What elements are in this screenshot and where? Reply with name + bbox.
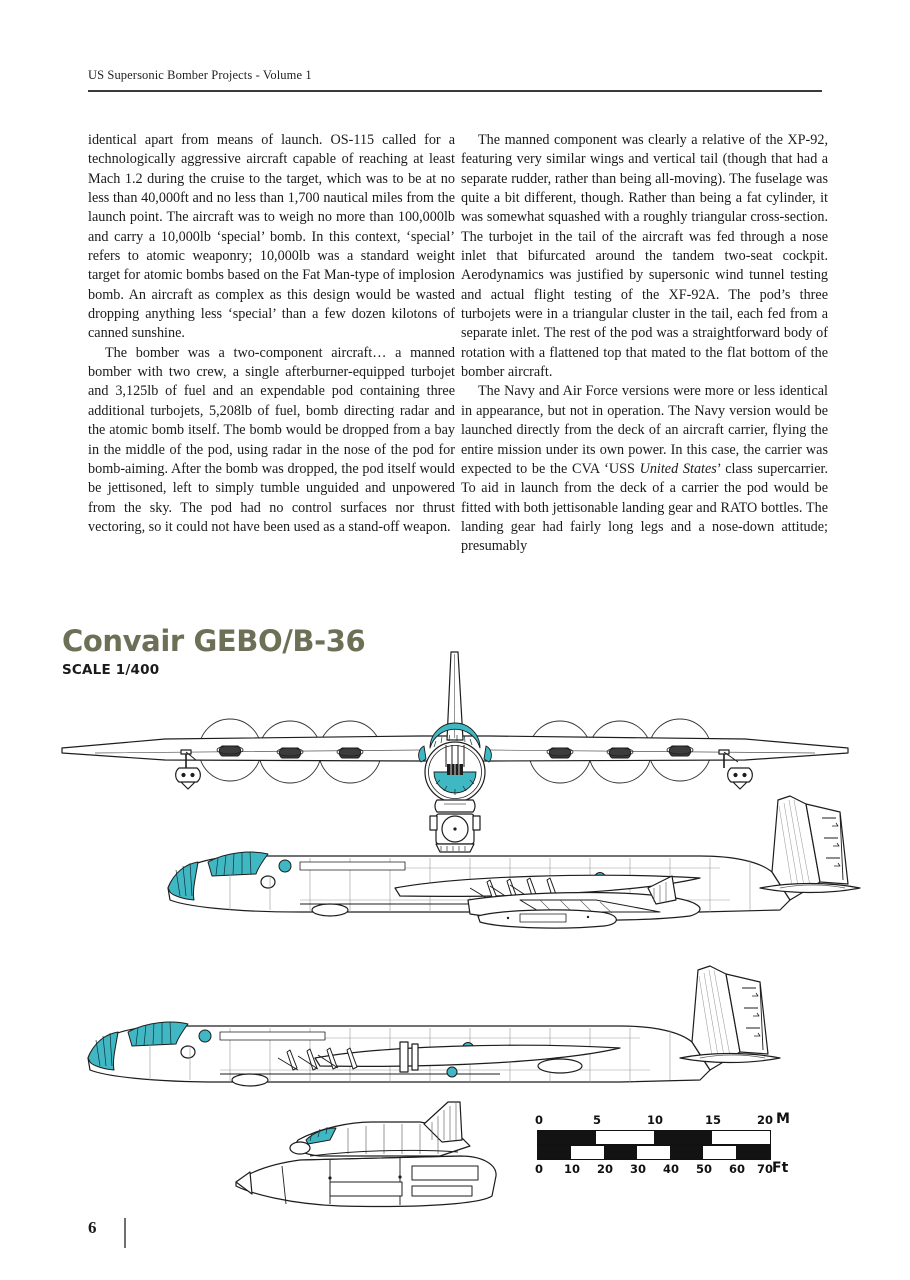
scale-tick: 20 [756,1113,774,1127]
side-elevation-delta-bomber-with-pod [236,1102,496,1207]
scale-row-metres [537,1130,771,1145]
ship-name-italic: United States [639,460,717,477]
paragraph: The manned component was clearly a relative of the XP-92, featuring very similar wings and vertical tail (though that had a separate rudder, rather than being all-moving). The fuselage was quite a bit different, though. Rather than being a fat cylinder, it was somewhat squashed with a roughly triangular cross-section. The turbojet in the tail of the aircraft was fed through a nose inlet that bifurcated around the tandem two-seat cockpit. Aerodynamics was justified by supersonic wind tunnel testing and actual flight testing of the XF-92A. The pod’s three turbojets were in a triangular cluster in the tail, each fed from a separate inlet. The rest of the pod was a straightforward body of rotation with a flattened top that mated to the flat bottom of the bomber aircraft. [461,132,828,381]
scale-tick: 40 [662,1162,680,1176]
paragraph-part: The Navy and Air Force versions were more or less identical in appearance, but not in operation. The Navy version would be launched directly from the deck of an aircraft carrier, flying the entire mission under its own power. In this case, the carrier was expected to be the CVA ‘USS [461,383,828,477]
paragraph [461,382,828,556]
scale-unit-metres: M [776,1111,790,1127]
footer-rule [124,1218,126,1248]
scale-tick: 15 [704,1113,722,1127]
plate-title: Convair GEBO/B-36 [62,624,366,658]
paragraph: The bomber was a two-component aircraft… a manned bomber with two crew, a single afterburner-equipped turbojet and 3,125lb of fuel and an expendable pod containing three additional turbojets, 5,208lb of fuel, bomb directing radar and the atomic bomb itself. The bomb would be dropped from a bay in the middle of the pod, using radar in the nose of the pod for bomb-aiming. After the bomb was dropped, the pod itself would be jettisoned, left to simply tumble unguided and unpowered from the sky. The pod had no control surfaces nor thrust vectoring, so it could not have been used as a stand-off weapon. [88,344,455,535]
scale-ticks-feet [534,1162,797,1176]
scale-row-feet [537,1145,771,1160]
scale-tick: 60 [728,1162,746,1176]
front-elevation-b36 [62,652,848,852]
scale-tick: 70 [756,1162,774,1176]
page-number: 6 [88,1218,97,1237]
scale-tick: 10 [563,1162,581,1176]
scale-ticks-metres [534,1113,797,1127]
scale-tick: 30 [629,1162,647,1176]
running-head: US Supersonic Bomber Projects - Volume 1 [88,68,312,82]
scale-bar [534,1111,790,1178]
header-rule [88,90,822,92]
paragraph-part: ’ class supercarrier. To aid in launch from the deck of a carrier the pod would be fitted with both jettisonable landing gear and RATO bottles. The landing gear had fairly long legs and a nose-down attitude; presumably [461,460,828,555]
plate-scale-label: SCALE 1/400 [62,662,160,678]
scale-tick: 0 [534,1113,544,1127]
side-elevation-b36-lower [88,966,780,1086]
scale-tick: 10 [646,1113,664,1127]
side-elevation-b36-upper [168,796,860,928]
text-column-right [461,131,828,557]
paragraph: identical apart from means of launch. OS-115 called for a technologically aggressive aircraft capable of reaching at least Mach 1.2 during the cruise to the target, which was to be at no less than 40,000ft and no less than 1,700 nautical miles from the launch point. The aircraft was to weigh no more than 100,000lb and carry a 10,000lb ‘special’ bomb. In this context, ‘special’ refers to atomic weaponry; 10,000lb was a standard weight target for atomic bombs based on the Fat Man-type of implosion bomb. An aircraft as complex as this design would be wasted dropping anything less ‘special’ than a few dozen kilotons of canned sunshine. [88,132,455,342]
scale-tick: 50 [695,1162,713,1176]
scale-tick: 20 [596,1162,614,1176]
scale-unit-feet: Ft [772,1160,789,1176]
scale-tick: 0 [534,1162,544,1176]
scale-tick: 5 [592,1113,602,1127]
text-column-left [88,131,455,537]
